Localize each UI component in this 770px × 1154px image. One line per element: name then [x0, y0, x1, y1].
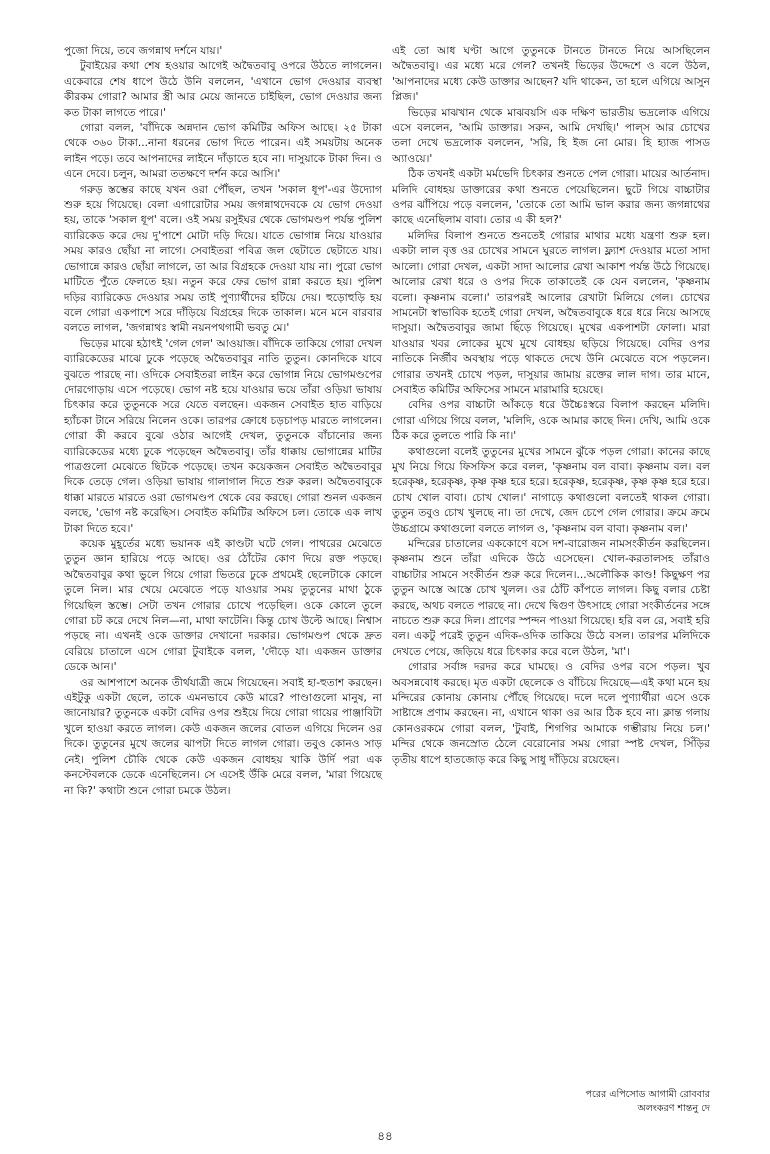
paragraph: বেদির ওপর বাচ্চাটা আঁকড়ে ধরে উচ্চৈঃস্বরে বিলাপ করছেন মলিদি। গোরা এগিয়ে গিয়ে বলল, 'মলিদি, ওকে আমার কাছে দিন। দেখি, আমি ওকে ঠিক করে তুলতে পারি কি না।' — [392, 399, 710, 443]
paragraph: ভিড়ের মাঝে হঠাৎই 'গেল গেল' আওয়াজ। বাঁদিকে তাকিয়ে গোরা দেখল ব্যারিকেডের মাঝে ঢুকে পড়েছে অদ্বৈতবাবুর নাতি তুতুন। কোনদিকে যাবে বুঝতে পারছে না। ওদিকে সেবাইতরা লাইন করে ভোগান্ন নিয়ে ভোগমণ্ডপের দোরগোড়ায় এসে পড়েছে। ভোগ নষ্ট হয়ে যাওয়ার ভয়ে তাঁরা ওড়িয়া ভাষায় চিৎকার করে তুতুনকে সরে যেতে বলছেন। একজন সেবাইত হাত বাড়িয়ে হ্যাঁচকা টানে সরিয়ে নিলেন ওকে। তারপর ক্রোধে চড়চাপড় মারতে লাগলেন। গোরা কী করবে বুঝে ওঠার আগেই দেখল, তুতুনকে বাঁচানোর জন্য ব্যারিকেডের মধ্যে ঢুকে পড়েছেন অদ্বৈতবাবু। তাঁর ধাক্কায় ভোগান্নের মাটির পাত্রগুলো মেঝেতে ছিটকে পড়েছে। তখন কয়েকজন সেবাইত অদ্বৈতবাবুর দিকে তেড়ে গেল। ওড়িয়া ভাষায় গালাগাল দিতে শুরু করল। অদ্বৈতবাবুকে ধাক্কা মারতে মারতে ওরা ভোগমণ্ডপ থেকে বের করছে। গোরা শুনল একজন বলছে, 'ভোগ নষ্ট করেছিস। সেবাইত কমিটির অফিসে চল। তোকে এক লাখ টাকা দিতে হবে।' — [64, 337, 382, 535]
page-number: ৪৪ — [377, 1129, 393, 1143]
paragraph: ঠিক তখনই একটা মর্মভেদি চিৎকার শুনতে পেল গোরা। মায়ের আর্তনাদ। মলিদি বোধহয় ডাক্তারের কথা শুনতে পেয়েছিলেন। ছুটে গিয়ে বাচ্চাটার ওপর ঝাঁপিয়ে পড়ে বললেন, 'তোকে তো আমি ভাল করার জন্য জগন্নাথের কাছে এনেছিলাম বাবা। তোর এ কী হল?' — [392, 168, 710, 227]
paragraph: কয়েক মুহূর্তের মধ্যে ভয়ানক এই কাণ্ডটা ঘটে গেল। পাথরের মেঝেতে তুতুন জ্ঞান হারিয়ে পড়ে আছে। ওর ঠোঁটের কোণ দিয়ে রক্ত পড়ছে। অদ্বৈতবাবুর কথা ভুলে গিয়ে গোরা ভিতরে ঢুকে প্রথমেই ছেলেটাকে কোলে তুলে নিল। মার খেয়ে মেঝেতে পড়ে যাওয়ার সময় তুতুনের মাথা ঠুকে গিয়েছিল স্তম্ভে। সেটা তখন গোরার চোখে পড়েছিল। ওকে কোলে তুলে গোরা চট করে দেখে নিল—না, মাথা ফাটেনি। কিন্তু চোখ উল্টে আছে। নিশ্বাস পড়ছে না। এখনই ওকে ডাক্তার দেখানো দরকার। ভোগমণ্ডপ থেকে দ্রুত বেরিয়ে চাতালে এসে গোরা টুবাইকে বলল, 'দৌড়ে যা। একজন ডাক্তার ডেকে আন।' — [64, 538, 382, 674]
paragraph: গোরার সর্বাঙ্গ দরদর করে ঘামছে। ও বেদির ওপর বসে পড়ল। খুব অবসন্নবোধ করছে। মৃত একটা ছেলেকে ও বাঁচিয়ে দিয়েছে—এই কথা মনে হয় মন্দিরের কোনায় কোনায় পৌঁছে গিয়েছে। দলে দলে পুণ্যার্থীরা এসে ওকে সাষ্টাঙ্গে প্রণাম করছেন। না, এখানে থাকা ওর আর ঠিক হবে না। ক্লান্ত গলায় কোনওরকমে গোরা বলল, 'টুবাই, শিগগির আমাকে গম্ভীরায় নিয়ে চল।' মন্দির থেকে জনস্রোত ঠেলে বেরোনোর সময় গোরা স্পষ্ট দেখল, সিঁড়ির তৃতীয় ধাপে হাতজোড় করে কিছু সাধু দাঁড়িয়ে রয়েছেন। — [392, 661, 710, 766]
paragraph: গোরা বলল, 'বাঁদিকে অন্নদান ভোগ কমিটির অফিস আছে। ২৫ টাকা থেকে ৩৬০ টাকা...নানা ধরনের ভোগ দিতে পারেন। এই সময়টায় অনেক লাইন পড়ে। তবে আপনাদের লাইনে দাঁড়াতে হবে না। দাসুয়াকে টাকা দিন। ও এনে দেবে। চলুন, আমরা ততক্ষণে দর্শন করে আসি।' — [64, 122, 382, 181]
left-column — [64, 44, 382, 799]
paragraph: এই তো আধ ঘণ্টা আগে তুতুনকে টানতে টানতে নিয়ে আসছিলেন অদ্বৈতবাবু। এর মধ্যে মরে গেল? তখনই ভিড়ের উদ্দেশে ও বলে উঠল, 'আপনাদের মধ্যে কেউ ডাক্তার আছেন? যদি থাকেন, তা হলে এগিয়ে আসুন প্লিজ।' — [392, 45, 710, 104]
paragraph: গরুড় স্তম্ভের কাছে যখন ওরা পৌঁছল, তখন 'সকাল ধূপ'-এর উদ্যোগ শুরু হয়ে গিয়েছে। বেলা এগারোটার সময় জগন্নাথদেবকে যে ভোগ দেওয়া হয়, তাকে 'সকাল ধূপ' বলে। ওই সময় রসুইঘর থেকে ভোগমণ্ডপ পর্যন্ত পুলিশ ব্যারিকেড করে দেয় দু'পাশে মোটা দড়ি দিয়ে। যাতে ভোগান্ন নিয়ে যাওয়ার সময় কারও ছোঁয়া না লাগে। সেবাইতরা পবিত্র জল ছেটাতে ছেটাতে যায়। ভোগান্নে কারও ছোঁয়া লাগলে, তা আর বিগ্রহকে দেওয়া যায় না। পুরো ভোগ মাটিতে পুঁতে ফেলতে হয়। নতুন করে ফের ভোগ রান্না করতে হয়। পুলিশ দড়ির ব্যারিকেড দেওয়ার সময় তাই পুণ্যার্থীদের হটিয়ে দেয়। হুড়োহুড়ি হয় বলে গোরা একপাশে সরে দাঁড়িয়ে বিগ্রহের দিকে তাকাল। মনে মনে বারবার বলতে লাগল, 'জগন্নাথঃ স্বামী নয়নপথগামী ভবতু মে।' — [64, 183, 382, 335]
paragraph: মলিদির বিলাপ শুনতে শুনতেই গোরার মাথার মধ্যে যন্ত্রণা শুরু হল। একটা লাল বৃত্ত ওর চোখের সামনে ঘুরতে লাগল। ফ্ল্যাশ দেওয়ার মতো সাদা আলো। গোরা দেখল, একটা সাদা আলোর রেখা আকাশ পর্যন্ত উঠে গিয়েছে। আলোর রেখা ধরে ও ওপর দিকে তাকাতেই কে যেন বললেন, 'কৃষ্ণনাম বলো। কৃষ্ণনাম বলো।' তারপরই আলোর রেখাটা মিলিয়ে গেল। চোখের সামনেটা স্বাভাবিক হতেই গোরা দেখল, অদ্বৈতবাবুকে ধরে ধরে নিয়ে আসছে দাসুয়া। অদ্বৈতবাবুর জামা ছিঁড়ে গিয়েছে। মুখের একপাশটা ফোলা। মারা যাওয়ার খবর লোকের মুখে মুখে বোধহয় ছড়িয়ে গিয়েছে। বেদির ওপর নাতিকে নির্জীব অবস্থায় পড়ে থাকতে দেখে উনি মেঝেতে বসে পড়লেন। গোরার তখনই চোখে পড়ল, দাসুয়ার জামায় রক্তের লাল দাগ। তার মানে, সেবাইত কমিটির অফিসের সামনে মারামারি হয়েছে। — [392, 229, 710, 396]
illustrator-credit: অলংকরণ শান্তনু দে — [637, 1103, 710, 1114]
paragraph: ভিড়ের মাঝখান থেকে মাঝবয়সি এক দক্ষিণ ভারতীয় ভদ্রলোক এগিয়ে এসে বললেন, 'আমি ডাক্তার। সরুন, আমি দেখছি।' পাল্‌স আর চোখের তলা দেখে ভদ্রলোক বললেন, 'সরি, হি ইজ নো মোর। হি হ্যাজ পাসড অ্যাওয়ে।' — [392, 106, 710, 165]
paragraph: মন্দিরের চাতালের এককোণে বসে দশ-বারোজন নামসংকীর্তন করছিলেন। কৃষ্ণনাম শুনে তাঁরা এদিকে উঠে এসেছেন। খোল-করতালসহ তাঁরাও বাচ্চাটার সামনে সংকীর্তন শুরু করে দিলেন।...অলৌকিক কাণ্ড! কিছুক্ষণ পর তুতুন আস্তে আস্তে চোখ খুলল। ওর ঠোঁট কাঁপতে লাগল। কিছু বলার চেষ্টা করছে, অথচ বলতে পারছে না। দেখে দ্বিগুণ উৎসাহে গোরা সংকীর্তনের সঙ্গে নাচতে শুরু করে দিল। প্রাণের স্পন্দন পাওয়া গিয়েছে। হরি বল রে, সবাই হরি বল। একটু পরেই তুতুন এদিক-ওদিক তাকিয়ে উঠে বসল। তারপর মলিদিকে দেখতে পেয়ে, জড়িয়ে ধরে চিৎকার করে বলে উঠল, 'মা'। — [392, 538, 710, 658]
right-column — [392, 44, 710, 768]
next-episode-note: পরের এপিসোড আগামী রোববার — [585, 1089, 710, 1100]
paragraph: টুবাইয়ের কথা শেষ হওয়ার আগেই অদ্বৈতবাবু ওপরে উঠতে লাগলেন। একেবারে শেষ ধাপে উঠে উনি বললেন, 'এখানে ভোগ দেওয়ার ব্যবস্থা কীরকম গোরা? আমার স্ত্রী আর মেয়ে জানতে চাইছিল, ভোগ দেওয়ার জন্য কত টাকা লাগতে পারে।' — [64, 60, 382, 119]
credits — [392, 1088, 710, 1116]
paragraph: কথাগুলো বলেই তুতুনের মুখের সামনে ঝুঁকে পড়ল গোরা। কানের কাছে মুখ নিয়ে গিয়ে ফিসফিস করে বলল, 'কৃষ্ণনাম বল বাবা। কৃষ্ণনাম বল। বল হরেকৃষ্ণ, হরেকৃষ্ণ, কৃষ্ণ কৃষ্ণ হরে হরে। হরেকৃষ্ণ, হরেকৃষ্ণ, কৃষ্ণ কৃষ্ণ হরে হরে। চোখ খোল বাবা। চোখ খোল।' নাগাড়ে কথাগুলো বলতেই থাকল গোরা। তুতুন তবুও চোখ খুলছে না। তা দেখে, জেদ চেপে গেল গোরার। ক্রমে ক্রমে উচ্চগ্রামে কথাগুলো বলতে লাগল ও, 'কৃষ্ণনাম বল বাবা। কৃষ্ণনাম বল।' — [392, 445, 710, 535]
paragraph: পুজো দিয়ে, তবে জগন্নাথ দর্শনে যায়।' — [64, 45, 223, 57]
paragraph: ওর আশপাশে অনেক তীর্থযাত্রী জমে গিয়েছেন। সবাই হা-হুতাশ করছেন। এইটুকু একটা ছেলে, তাকে এমনভাবে কেউ মারে? পাণ্ডাগুলো মানুষ, না জানোয়ার? তুতুনকে একটা বেদির ওপর শুইয়ে দিয়ে গোরা গায়ের পাঞ্জাবিটা খুলে হাওয়া করতে লাগল। কেউ একজন জলের বোতল এগিয়ে দিলেন ওর দিকে। তুতুনের মুখে জলের ঝাপটা দিতে লাগল গোরা। তবুও কোনও সাড় নেই। পুলিশ চৌকি থেকে কেউ একজন বোধহয় খাকি উর্দি পরা এক কনস্টেবলকে ডেকে এনেছিলেন। সে এসেই উঁকি মেরে বলল, 'মারা গিয়েছে না কি?' কথাটা শুনে গোরা চমকে উঠল। — [64, 676, 382, 797]
